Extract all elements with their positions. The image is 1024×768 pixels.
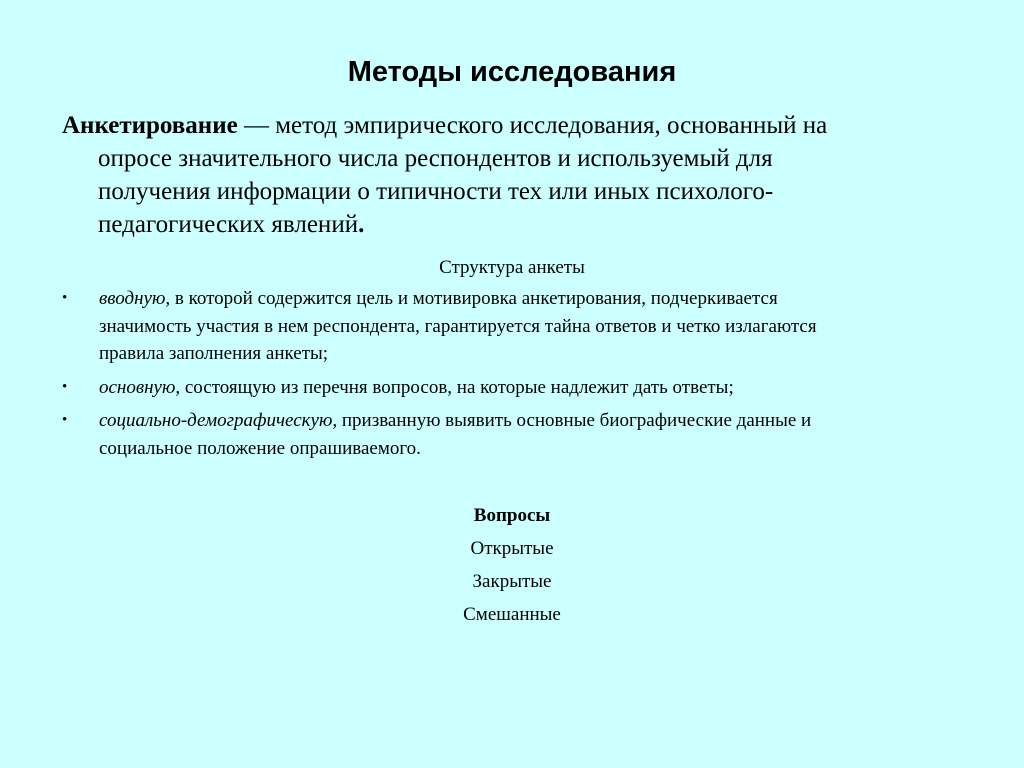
slide-title: Методы исследования bbox=[347, 56, 677, 88]
list-item-text: призванную выявить основные биографические данные и bbox=[337, 410, 812, 431]
questions-block bbox=[0, 500, 1024, 631]
list-item-term: социально-демографическую, bbox=[99, 410, 338, 431]
questions-heading: Вопросы bbox=[473, 505, 551, 526]
list-item bbox=[62, 285, 982, 368]
list-item-line: правила заполнения анкеты; bbox=[99, 343, 329, 364]
list-item-line: социальное положение опрашиваемого. bbox=[99, 437, 421, 459]
list-item-line bbox=[99, 285, 982, 313]
list-item bbox=[62, 374, 982, 402]
list-item-text: состоящую из перечня вопросов, на которые надлежит дать ответы; bbox=[180, 376, 734, 398]
definition-term: Анкетирование bbox=[62, 112, 238, 139]
list-item-line bbox=[99, 407, 982, 435]
question-type-mixed: Смешанные bbox=[463, 604, 561, 625]
definition-text-4: педагогических явлений bbox=[98, 211, 359, 238]
list-item-term: вводную, bbox=[99, 288, 171, 309]
question-type-open: Открытые bbox=[470, 538, 554, 559]
structure-list bbox=[62, 285, 982, 468]
definition-end-mark: . bbox=[358, 211, 365, 238]
list-item-text: в которой содержится цель и мотивировка анкетирования, подчеркивается bbox=[170, 288, 778, 309]
bullet-icon: • bbox=[62, 290, 68, 306]
definition-paragraph bbox=[62, 109, 862, 241]
question-type-closed: Закрытые bbox=[472, 571, 552, 592]
definition-text-1: — метод эмпирического исследования, основанный на bbox=[237, 112, 828, 139]
bullet-icon: • bbox=[62, 412, 68, 428]
definition-line-4 bbox=[62, 208, 862, 241]
bullet-icon: • bbox=[62, 378, 68, 395]
definition-line-3: получения информации о типичности тех или иных психолого- bbox=[98, 178, 774, 205]
list-item-line bbox=[99, 374, 982, 402]
structure-heading: Структура анкеты bbox=[439, 257, 585, 278]
definition-line-1 bbox=[62, 109, 862, 142]
definition-line-2: опросе значительного числа респондентов и используемый для bbox=[98, 145, 773, 172]
list-item-line: значимость участия в нем респондента, гарантируется тайна ответов и четко излагаются bbox=[99, 315, 817, 337]
list-item bbox=[62, 407, 982, 462]
list-item-term: основную, bbox=[99, 376, 181, 398]
